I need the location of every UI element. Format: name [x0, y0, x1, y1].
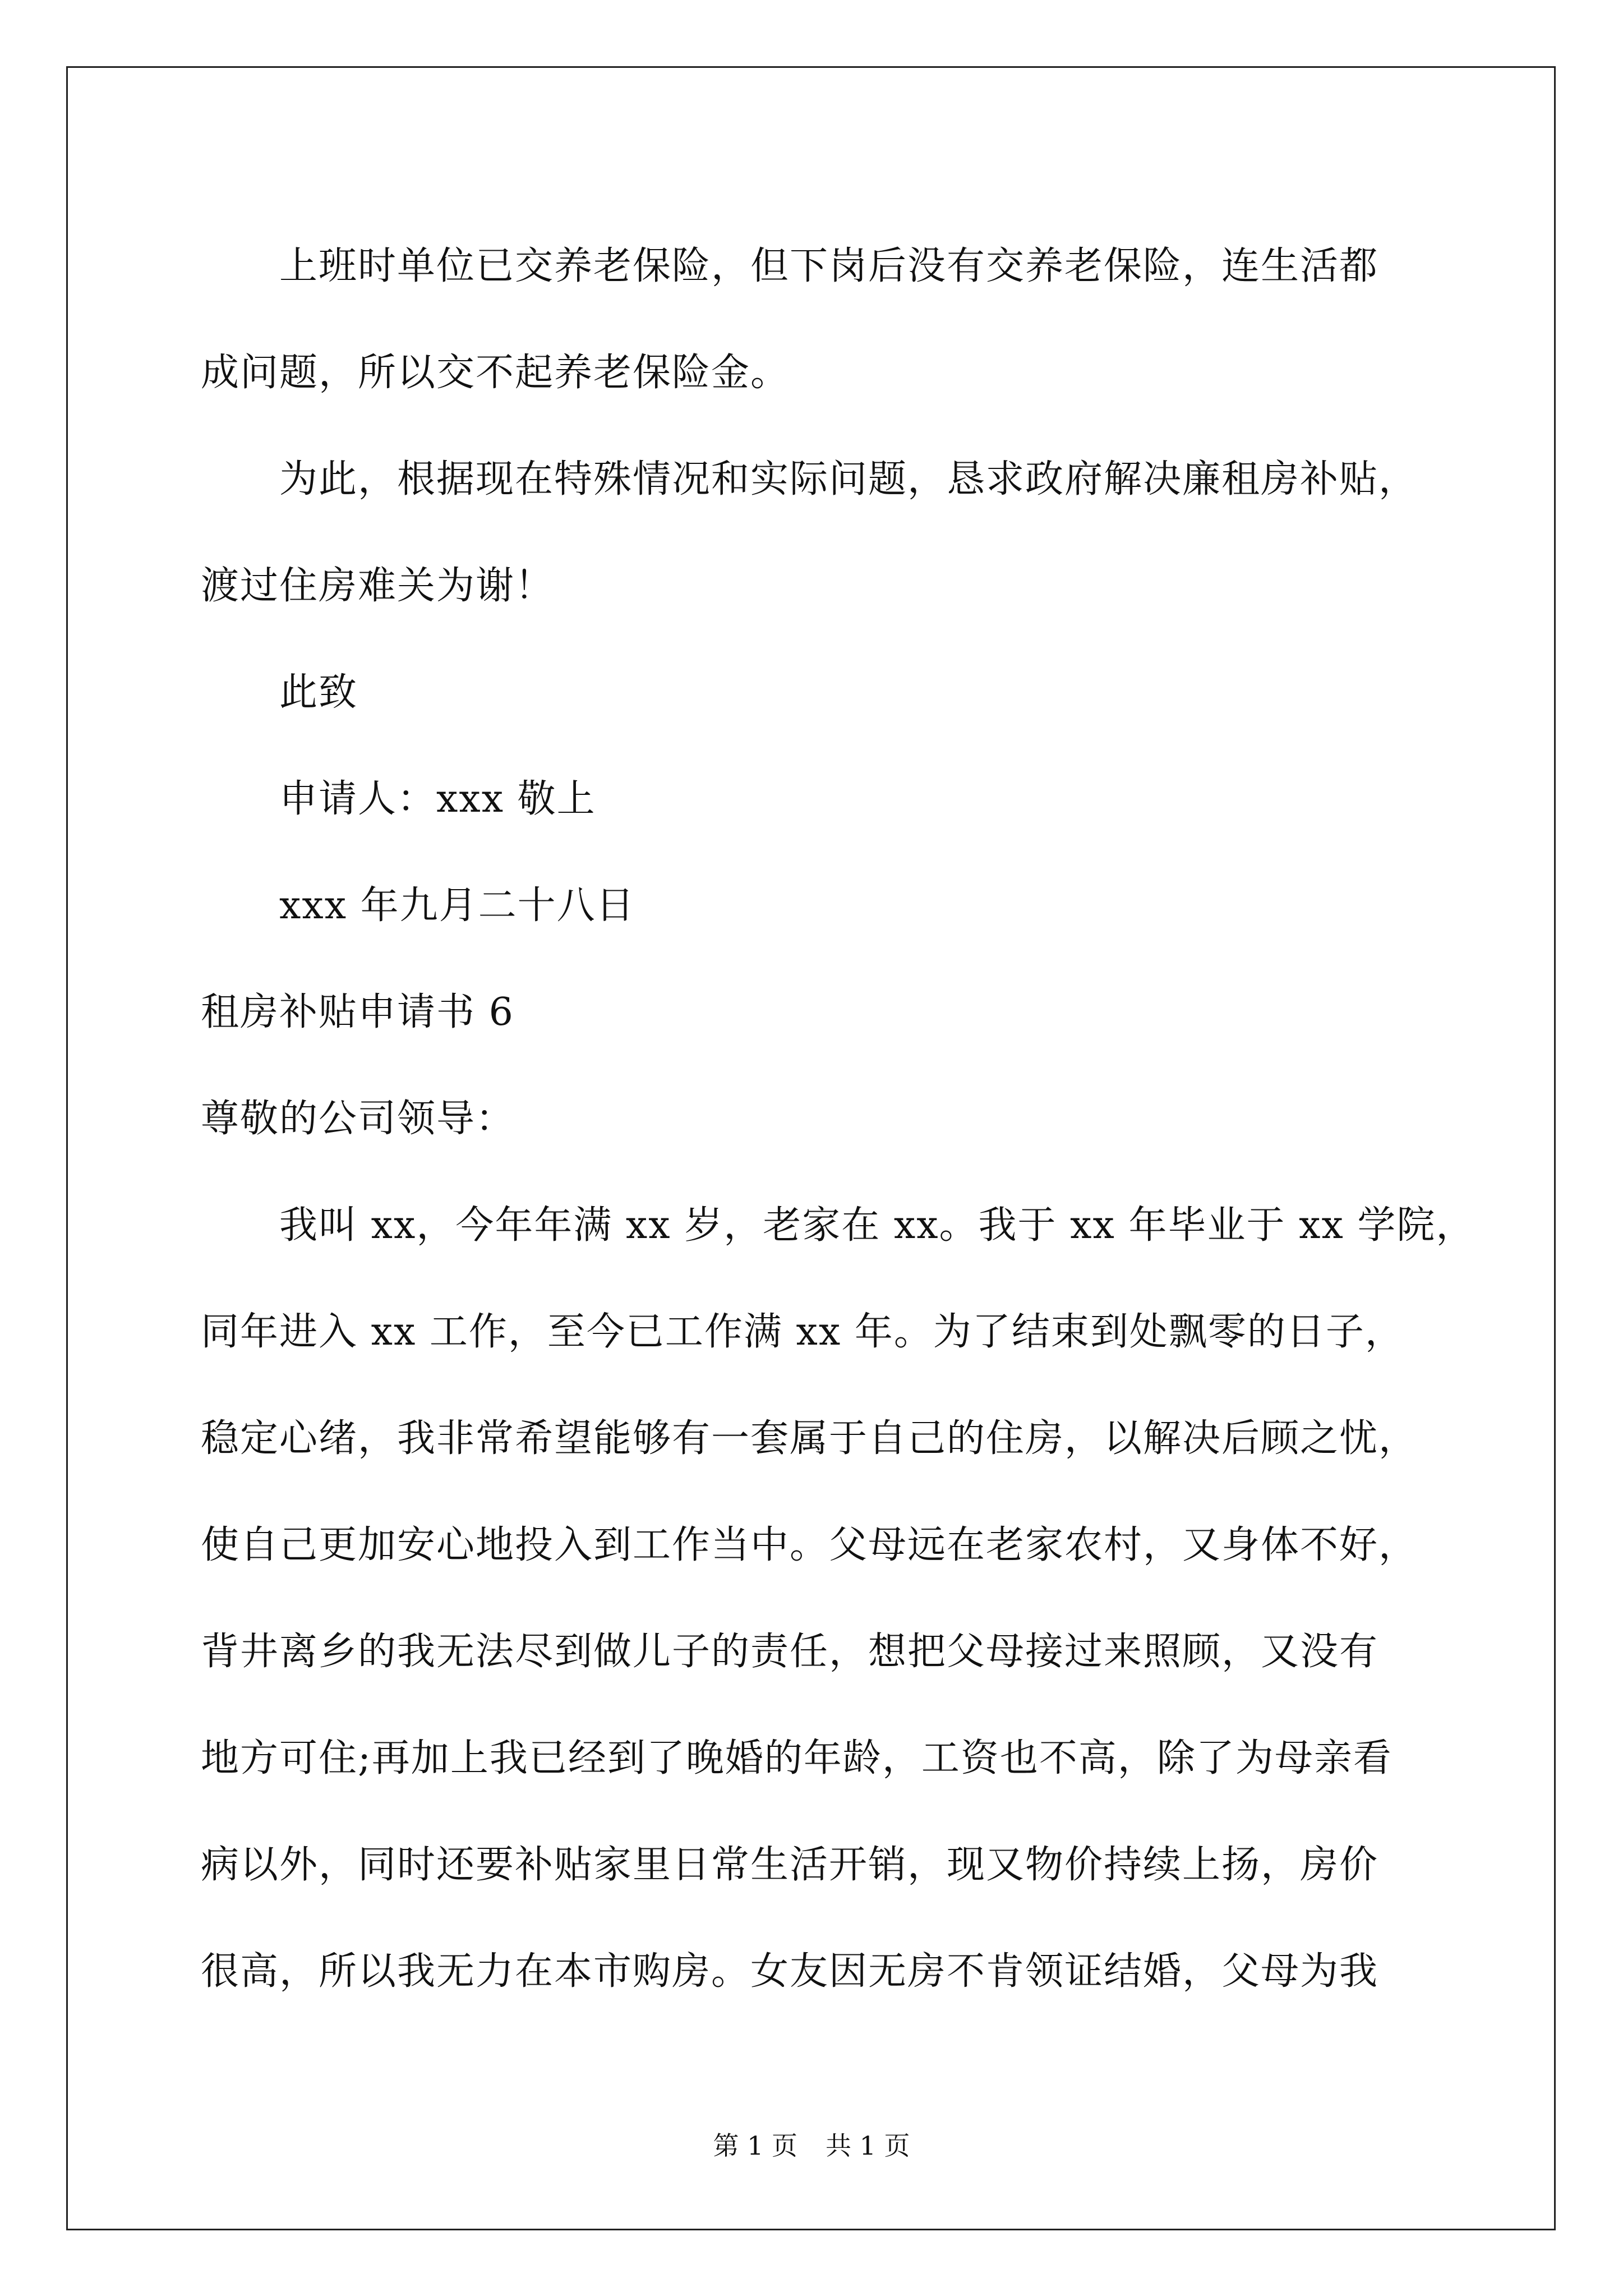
page-total: 共 1 页 — [826, 2131, 910, 2161]
text-line: 背井离乡的我无法尽到做儿子的责任，想把父母接过来照顾，又没有 — [201, 1630, 1379, 1674]
text-line: 很高，所以我无力在本市购房。女友因无房不肯领证结婚，父母为我 — [201, 1949, 1379, 1994]
text-line: 渡过住房难关为谢！ — [201, 564, 555, 608]
section-title: 租房补贴申请书 6 — [201, 990, 514, 1034]
text-line: 病以外，同时还要补贴家里日常生活开销，现又物价持续上扬，房价 — [201, 1843, 1379, 1887]
date-line: xxx 年九月二十八日 — [279, 884, 635, 928]
text-line: 稳定心绪，我非常希望能够有一套属于自己的住房，以解决后顾之忧， — [201, 1416, 1418, 1461]
text-line: 使自己更加安心地投入到工作当中。父母远在老家农村，又身体不好， — [201, 1523, 1418, 1567]
document-body — [201, 213, 1476, 2025]
text-line: 我叫 xx，今年年满 xx 岁，老家在 xx。我于 xx 年毕业于 xx 学院， — [279, 1203, 1476, 1248]
text-line: 为此，根据现在特殊情况和实际问题，恳求政府解决廉租房补贴， — [279, 457, 1418, 501]
greeting: 尊敬的公司领导： — [201, 1097, 515, 1141]
text-line: 上班时单位已交养老保险，但下岗后没有交养老保险，连生活都 — [279, 244, 1379, 288]
text-line: 地方可住;再加上我已经到了晚婚的年龄，工资也不高，除了为母亲看 — [201, 1736, 1393, 1780]
page-footer — [0, 2129, 1623, 2162]
text-line: 同年进入 xx 工作，至今已工作满 xx 年。为了结束到处飘零的日子， — [201, 1310, 1404, 1354]
closing-salutation: 此致 — [279, 670, 358, 715]
text-line: 成问题，所以交不起养老保险金。 — [201, 351, 790, 395]
page-number: 第 1 页 — [713, 2131, 797, 2161]
applicant-signature: 申请人：xxx 敬上 — [279, 777, 596, 821]
